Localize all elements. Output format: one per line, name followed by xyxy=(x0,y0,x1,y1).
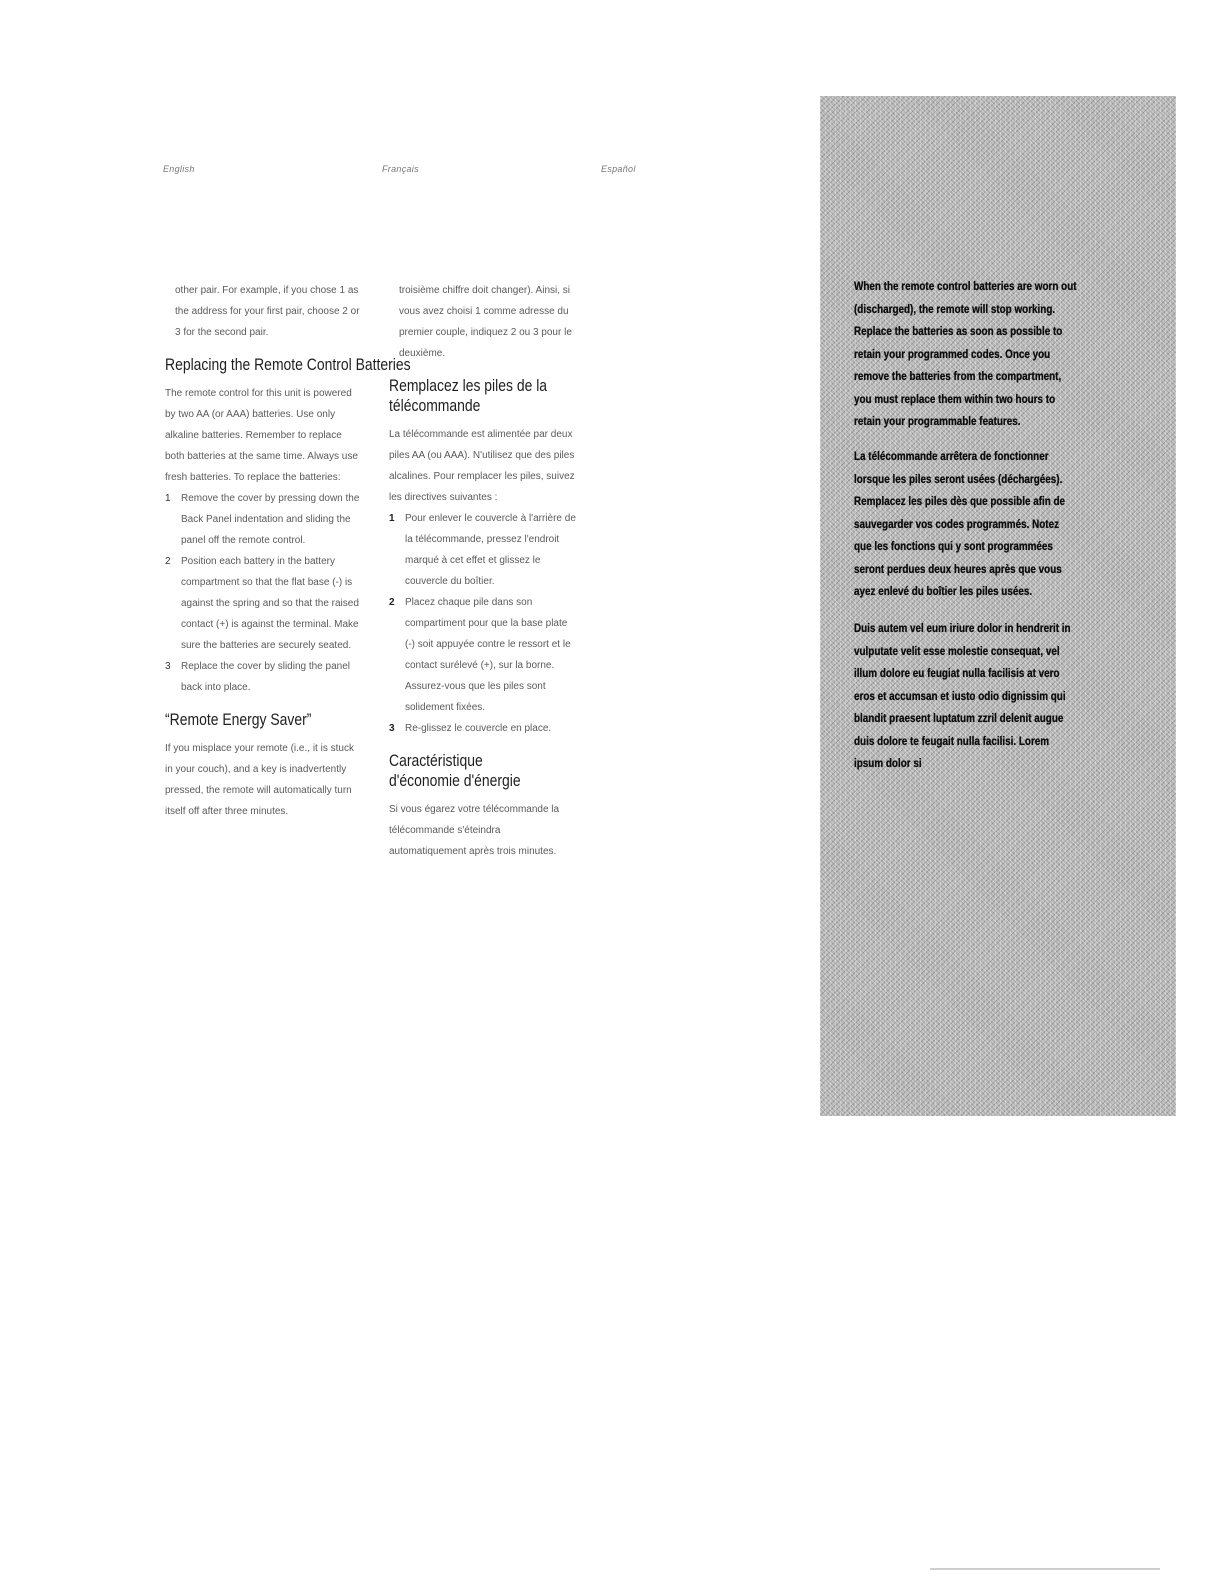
english-step-text: Remove the cover by pressing down the Back Panel indentation and sliding the panel off the remote control. xyxy=(181,493,360,546)
french-step-text: Re-glissez le couvercle en place. xyxy=(405,723,552,734)
french-intro: troisième chiffre doit changer). Ainsi, si vous avez choisi 1 comme adresse du premier couple, indiquez 2 ou 3 pour le deuxième. xyxy=(399,285,572,359)
english-heading-energy-saver: “Remote Energy Saver” xyxy=(165,710,312,729)
french-energy-paragraph: Si vous égarez votre télécommande la télécommande s'éteindra automatiquement après trois minutes. xyxy=(389,804,560,857)
english-step xyxy=(165,656,363,698)
step-marker: 2 xyxy=(165,556,171,567)
french-step xyxy=(389,592,579,718)
step-marker: 1 xyxy=(389,513,395,524)
sidebar-note-panel xyxy=(820,96,1176,1116)
language-label-french: Français xyxy=(382,164,419,174)
english-heading-replacing-batteries: Replacing the Remote Control Batteries xyxy=(165,355,411,374)
english-step xyxy=(165,488,363,551)
english-battery-paragraph: The remote control for this unit is powered by two AA (or AAA) batteries. Use only alkaline batteries. Remember to replace both batteries at the same time. Always use fresh batteries. To replace the batteries: xyxy=(165,388,358,483)
english-column xyxy=(165,280,411,822)
french-step xyxy=(389,718,579,739)
step-marker: 3 xyxy=(165,661,171,672)
step-marker: 2 xyxy=(389,597,395,608)
french-battery-paragraph: La télécommande est alimentée par deux piles AA (ou AAA). N'utilisez que des piles alcalines. Pour remplacer les piles, suivez les directives suivantes : xyxy=(389,429,575,503)
french-steps-list xyxy=(389,508,579,739)
french-step-text: Pour enlever le couvercle à l'arrière de la télécommande, pressez l'endroit marqué à cet effet et glissez le couvercle du boîtier. xyxy=(405,513,576,587)
english-step-text: Replace the cover by sliding the panel back into place. xyxy=(181,661,350,693)
language-label-english: English xyxy=(163,164,195,174)
french-heading-replacing-batteries: Remplacez les piles de la télécommande xyxy=(389,376,548,415)
english-steps-list xyxy=(165,488,363,698)
french-step xyxy=(389,508,579,592)
french-step-text: Placez chaque pile dans son compartiment pour que la base plate (-) soit appuyée contre le ressort et le contact surélevé (+), sur la borne. Assurez-vous que les piles sont solidement fixées. xyxy=(405,597,571,713)
english-step xyxy=(165,551,363,656)
english-energy-paragraph: If you misplace your remote (i.e., it is stuck in your couch), and a key is inadvertently pressed, the remote will automatically turn itself off after three minutes. xyxy=(165,743,354,817)
english-step-text: Position each battery in the battery compartment so that the flat base (-) is against the spring and so that the raised contact (+) is against the terminal. Make sure the batteries are securely seated. xyxy=(181,556,359,651)
panel-english-note: When the remote control batteries are worn out (discharged), the remote will stop working. Replace the batteries as soon as possible to retain your programmed codes. Once you remove the batteries from the compartment, you must replace them within two hours to retain your programmable features. xyxy=(854,281,1077,428)
english-intro: other pair. For example, if you chose 1 as the address for your first pair, choose 2 or 3 for the second pair. xyxy=(175,285,360,338)
language-label-spanish: Español xyxy=(601,164,636,174)
french-column xyxy=(389,280,579,862)
french-heading-energy-saver: Caractéristique d'économie d'énergie xyxy=(389,751,521,790)
panel-french-note: La télécommande arrêtera de fonctionner lorsque les piles seront usées (déchargées). Remplacez les piles dès que possible afin de sauvegarder vos codes programmés. Notez que les fonctions qui y sont programmées seront perdues deux heures après que vous ayez enlevé du boîtier les piles usées. xyxy=(854,451,1066,598)
panel-placeholder-text: Duis autem vel eum iriure dolor in hendrerit in vulputate velit esse molestie consequat, vel illum dolore eu feugiat nulla facilisis at vero eros et accumsan et iusto odio dignissim qui blandit praesent luptatum zzril delenit augue duis dolore te feugait nulla facilisi. Lorem ipsum dolor si xyxy=(854,623,1071,770)
scan-artifact-line xyxy=(930,1568,1160,1570)
step-marker: 3 xyxy=(389,723,395,734)
step-marker: 1 xyxy=(165,493,171,504)
